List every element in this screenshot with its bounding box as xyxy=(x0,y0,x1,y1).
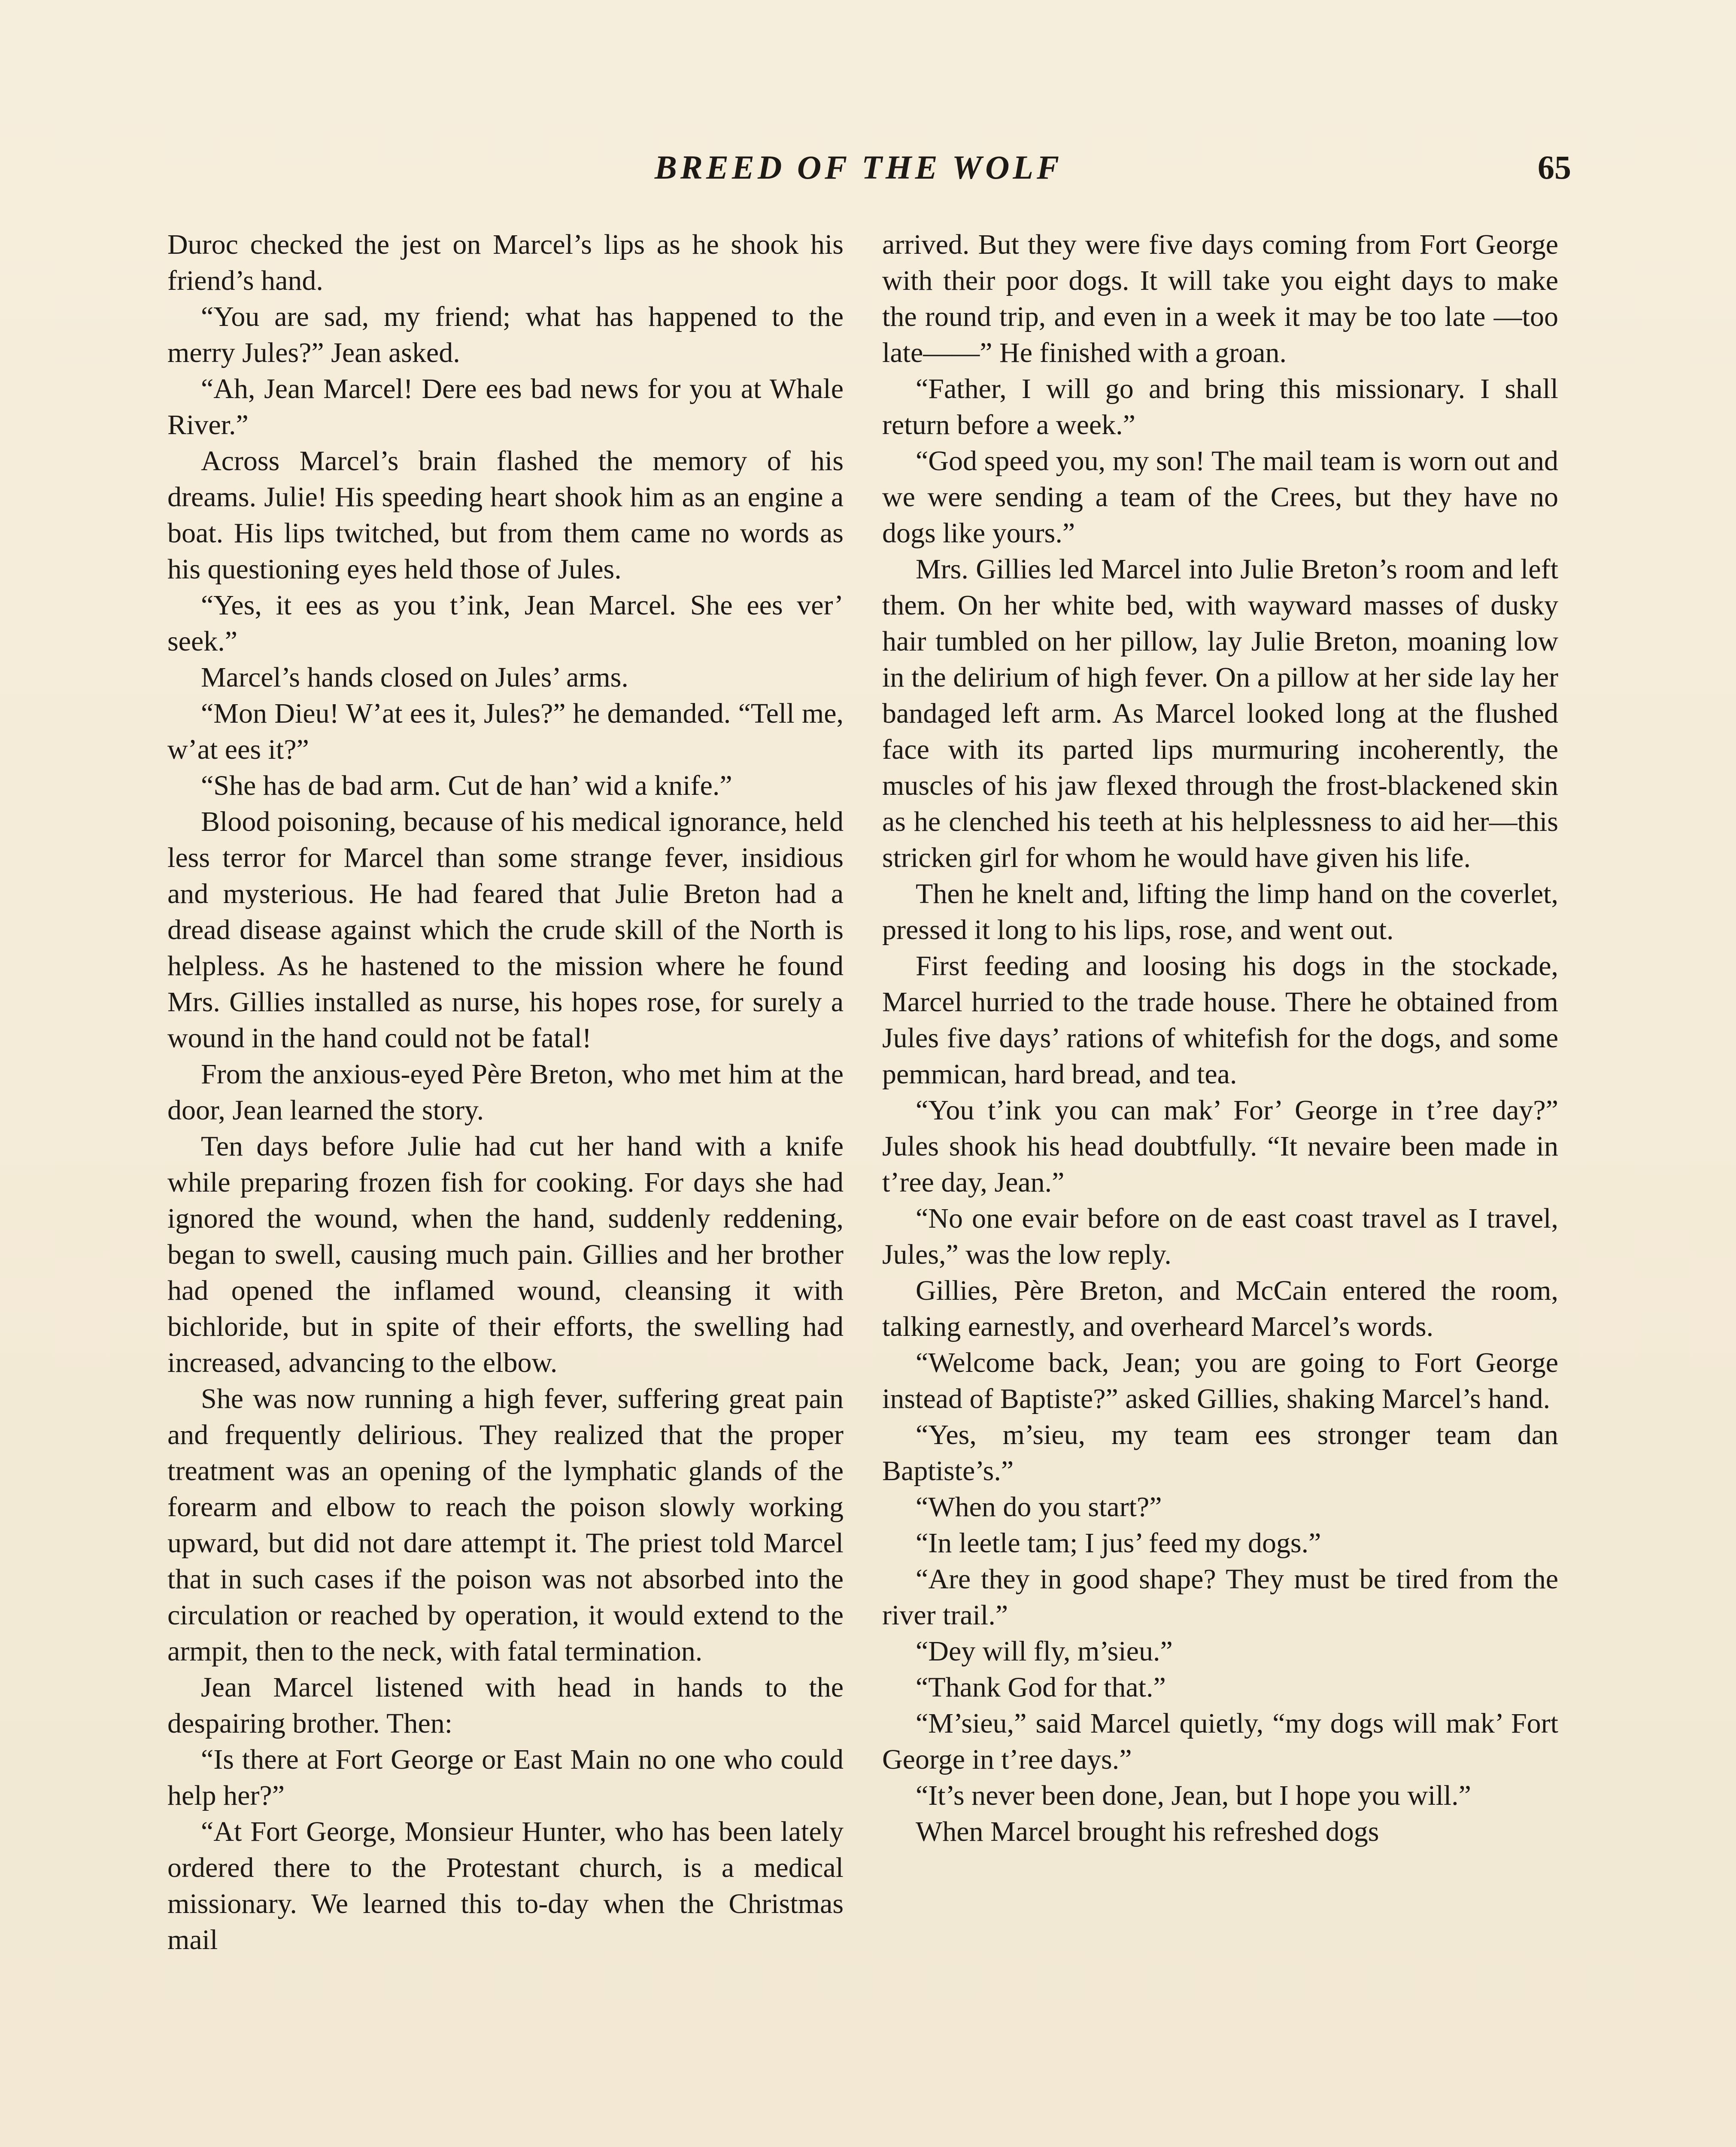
paragraph: arrived. But they were five days coming from Fort George with their poor dogs. It will take you eight days to make the round trip, and even in a week it may be too late —too late——” He finished with a groan. xyxy=(882,229,1558,368)
paragraph: “Yes, it ees as you t’ink, Jean Marcel. She ees ver’ seek.” xyxy=(167,590,844,657)
page-header xyxy=(167,148,1571,195)
page-number: 65 xyxy=(1538,149,1571,186)
paragraph: She was now running a high fever, suffering great pain and frequently delirious. They realized that the proper treatment was an opening of the lymphatic glands of the forearm and elbow to reach the poison slowly working upward, but did not dare attempt it. The priest told Marcel that in such cases if the poison was not absorbed into the circulation or reached by operation, it would extend to the armpit, then to the neck, with fatal termination. xyxy=(167,1383,844,1667)
paragraph: From the anxious-eyed Père Breton, who met him at the door, Jean learned the story. xyxy=(167,1058,844,1126)
paragraph: “Dey will fly, m’sieu.” xyxy=(916,1636,1173,1667)
paragraph: “Ah, Jean Marcel! Dere ees bad news for you at Whale River.” xyxy=(167,373,844,441)
left-column xyxy=(167,227,844,1958)
paragraph: “Yes, m’sieu, my team ees stronger team dan Baptiste’s.” xyxy=(882,1419,1558,1487)
paragraph: “No one evair before on de east coast travel as I travel, Jules,” was the low reply. xyxy=(882,1203,1558,1270)
paragraph: “Welcome back, Jean; you are going to Fort George instead of Baptiste?” asked Gillies, shaking Marcel’s hand. xyxy=(882,1347,1558,1414)
paragraph: When Marcel brought his refreshed dogs xyxy=(916,1816,1379,1847)
paragraph: Marcel’s hands closed on Jules’ arms. xyxy=(201,662,628,693)
paragraph: “Are they in good shape? They must be tired from the river trail.” xyxy=(882,1563,1558,1631)
paragraph: “When do you start?” xyxy=(916,1491,1162,1523)
paragraph: “It’s never been done, Jean, but I hope you will.” xyxy=(916,1780,1471,1811)
paragraph: “M’sieu,” said Marcel quietly, “my dogs will mak’ Fort George in t’ree days.” xyxy=(882,1708,1558,1775)
paragraph: “Thank God for that.” xyxy=(916,1672,1166,1703)
paragraph: “Mon Dieu! W’at ees it, Jules?” he demanded. “Tell me, w’at ees it?” xyxy=(167,698,844,765)
paragraph: “You t’ink you can mak’ For’ George in t’ree day?” Jules shook his head doubtfully. “It nevaire been made in t’ree day, Jean.” xyxy=(882,1095,1558,1198)
paragraph: Ten days before Julie had cut her hand with a knife while preparing frozen fish for cooking. For days she had ignored the wound, when the hand, suddenly reddening, began to swell, causing much pain. Gillies and her brother had opened the inflamed wound, cleansing it with bichloride, but in spite of their efforts, the swelling had increased, advancing to the elbow. xyxy=(167,1131,844,1378)
paragraph: Across Marcel’s brain flashed the memory of his dreams. Julie! His speeding heart shook him as an engine a boat. His lips twitched, but from them came no words as his questioning eyes held those of Jules. xyxy=(167,445,844,585)
paragraph: Mrs. Gillies led Marcel into Julie Breton’s room and left them. On her white bed, with wayward masses of dusky hair tumbled on her pillow, lay Julie Breton, moaning low in the delirium of high fever. On a pillow at her side lay her bandaged left arm. As Marcel looked long at the flushed face with its parted lips murmuring incoherently, the muscles of his jaw flexed through the frost-blackened skin as he clenched his teeth at his helplessness to aid her—this stricken girl for whom he would have given his life. xyxy=(882,553,1558,873)
right-column xyxy=(882,227,1558,1850)
paragraph: “In leetle tam; I jus’ feed my dogs.” xyxy=(916,1527,1321,1559)
paragraph: Gillies, Père Breton, and McCain entered the room, talking earnestly, and overheard Marcel’s words. xyxy=(882,1275,1558,1342)
paragraph: “Is there at Fort George or East Main no one who could help her?” xyxy=(167,1744,844,1811)
running-title: BREED OF THE WOLF xyxy=(654,149,1063,186)
paragraph: Then he knelt and, lifting the limp hand on the coverlet, pressed it long to his lips, rose, and went out. xyxy=(882,878,1558,946)
paragraph: Blood poisoning, because of his medical ignorance, held less terror for Marcel than some strange fever, insidious and mysterious. He had feared that Julie Breton had a dread disease against which the crude skill of the North is helpless. As he hastened to the mission where he found Mrs. Gillies installed as nurse, his hopes rose, for surely a wound in the hand could not be fatal! xyxy=(167,806,844,1054)
paragraph: “You are sad, my friend; what has happened to the merry Jules?” Jean asked. xyxy=(167,301,844,368)
paragraph: “Father, I will go and bring this missionary. I shall return before a week.” xyxy=(882,373,1558,441)
paragraph: Duroc checked the jest on Marcel’s lips as he shook his friend’s hand. xyxy=(167,229,844,296)
paragraph: Jean Marcel listened with head in hands to the despairing brother. Then: xyxy=(167,1672,844,1739)
paragraph: “At Fort George, Monsieur Hunter, who has been lately ordered there to the Protestant church, is a medical missionary. We learned this to-day when the Christmas mail xyxy=(167,1816,844,1955)
paragraph: “She has de bad arm. Cut de han’ wid a knife.” xyxy=(201,770,732,801)
paragraph: “God speed you, my son! The mail team is worn out and we were sending a team of the Crees, but they have no dogs like yours.” xyxy=(882,445,1558,549)
paragraph: First feeding and loosing his dogs in the stockade, Marcel hurried to the trade house. There he obtained from Jules five days’ rations of whitefish for the dogs, and some pemmican, hard bread, and tea. xyxy=(882,950,1558,1090)
